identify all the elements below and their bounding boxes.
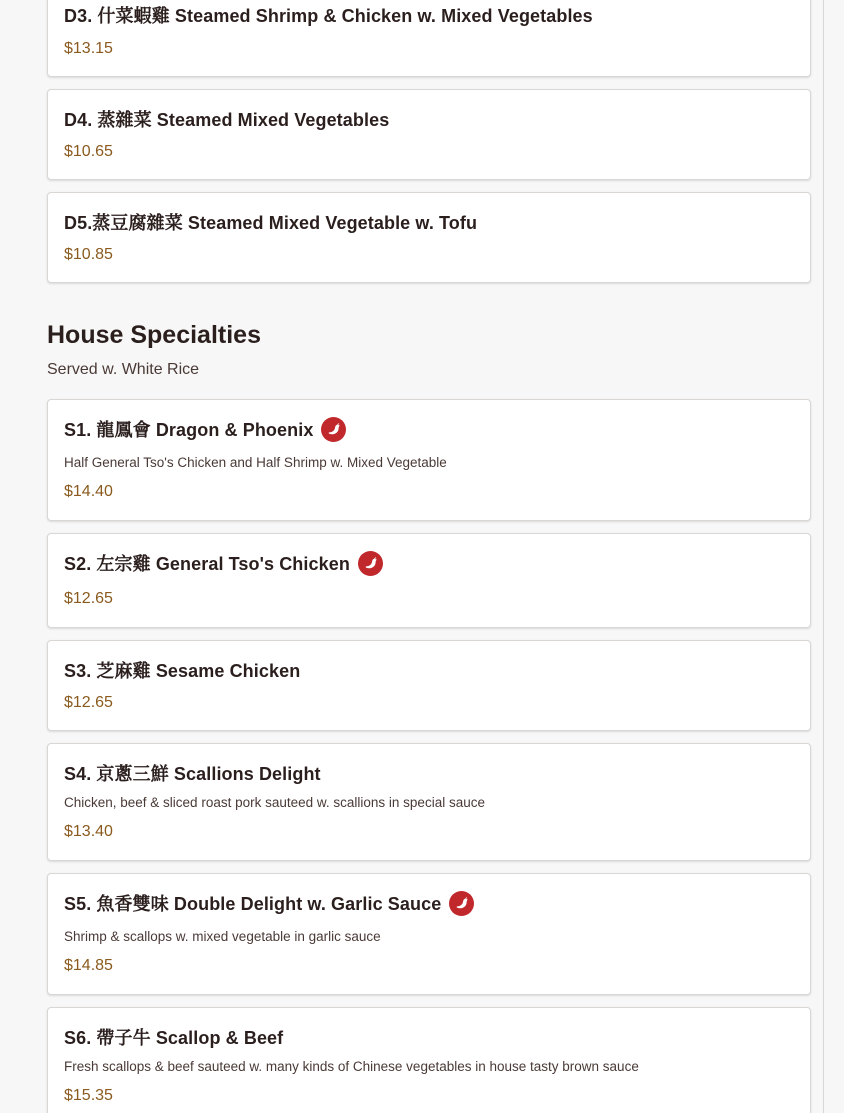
item-description: Half General Tso's Chicken and Half Shrimp w. Mixed Vegetable bbox=[64, 455, 447, 470]
section-subtitle: Served w. White Rice bbox=[47, 361, 200, 378]
menu-item-s6[interactable] bbox=[47, 1007, 811, 1113]
item-price: $12.65 bbox=[64, 590, 113, 607]
chili-pepper-icon bbox=[449, 891, 474, 916]
item-title-row bbox=[64, 416, 346, 442]
menu-item-s5[interactable] bbox=[47, 873, 811, 995]
item-description: Shrimp & scallops w. mixed vegetable in garlic sauce bbox=[64, 929, 381, 944]
chili-pepper-icon bbox=[321, 417, 346, 442]
item-price: $14.40 bbox=[64, 483, 113, 500]
item-price: $14.85 bbox=[64, 957, 113, 974]
item-price: $13.15 bbox=[64, 40, 113, 57]
menu-item-s1[interactable] bbox=[47, 399, 811, 521]
item-title: S5. 魚香雙味 Double Delight w. Garlic Sauce bbox=[64, 894, 442, 914]
item-title: D5.蒸豆腐雜菜 Steamed Mixed Vegetable w. Tofu bbox=[64, 213, 478, 233]
item-price: $10.85 bbox=[64, 246, 113, 263]
item-title-row bbox=[64, 550, 383, 576]
item-description: Chicken, beef & sliced roast pork sauteed w. scallions in special sauce bbox=[64, 795, 485, 810]
item-price: $13.40 bbox=[64, 823, 113, 840]
item-price: $15.35 bbox=[64, 1087, 113, 1104]
item-title: D4. 蒸雜菜 Steamed Mixed Vegetables bbox=[64, 110, 390, 130]
item-title: S1. 龍鳳會 Dragon & Phoenix bbox=[64, 420, 314, 440]
item-description: Fresh scallops & beef sauteed w. many kinds of Chinese vegetables in house tasty brown sauce bbox=[64, 1059, 639, 1074]
item-title: S3. 芝麻雞 Sesame Chicken bbox=[64, 661, 301, 681]
menu-item-s2[interactable] bbox=[47, 533, 811, 628]
menu-item-s4[interactable] bbox=[47, 743, 811, 861]
menu-item-d3[interactable] bbox=[47, 0, 811, 77]
item-title: D3. 什菜蝦雞 Steamed Shrimp & Chicken w. Mixed Vegetables bbox=[64, 6, 593, 26]
chili-pepper-icon bbox=[358, 551, 383, 576]
menu-item-d4[interactable] bbox=[47, 89, 811, 180]
section-title: House Specialties bbox=[47, 321, 261, 349]
item-title: S6. 帶子牛 Scallop & Beef bbox=[64, 1028, 284, 1048]
item-title-row bbox=[64, 890, 474, 916]
item-price: $10.65 bbox=[64, 143, 113, 160]
menu-item-s3[interactable] bbox=[47, 640, 811, 731]
item-price: $12.65 bbox=[64, 694, 113, 711]
item-title: S2. 左宗雞 General Tso's Chicken bbox=[64, 554, 350, 574]
item-title: S4. 京蔥三鮮 Scallions Delight bbox=[64, 764, 321, 784]
menu-item-d5[interactable] bbox=[47, 192, 811, 283]
